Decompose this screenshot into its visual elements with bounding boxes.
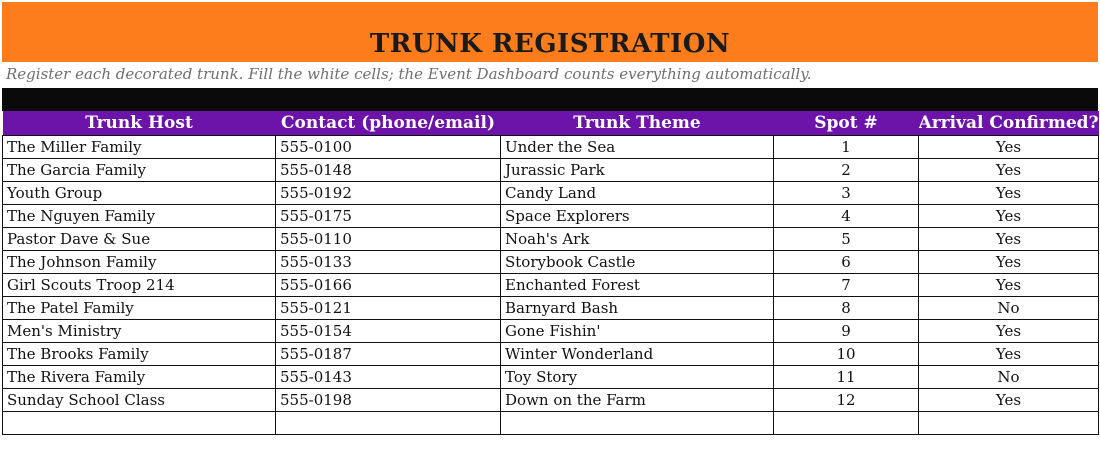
header-divider-band — [2, 88, 1098, 111]
trunk-host-cell[interactable]: Youth Group — [3, 182, 276, 205]
trunk-host-cell[interactable] — [3, 412, 276, 435]
trunk-theme-cell[interactable]: Under the Sea — [501, 136, 774, 159]
arrival-confirmed-cell[interactable]: Yes — [919, 205, 1099, 228]
column-header-trunk-host: Trunk Host — [3, 111, 276, 136]
arrival-confirmed-cell[interactable]: Yes — [919, 343, 1099, 366]
page-title: TRUNK REGISTRATION — [369, 29, 731, 59]
instructions-text: Register each decorated trunk. Fill the white cells; the Event Dashboard counts everything automatically. — [6, 65, 812, 83]
table-row — [3, 182, 1099, 205]
trunk-host-cell[interactable]: Sunday School Class — [3, 389, 276, 412]
column-header-arrival-confirmed: Arrival Confirmed? — [919, 111, 1099, 136]
arrival-confirmed-cell[interactable]: Yes — [919, 320, 1099, 343]
contact-cell[interactable]: 555-0192 — [276, 182, 501, 205]
spot-number-cell[interactable]: 4 — [774, 205, 919, 228]
table-row — [3, 320, 1099, 343]
trunk-host-cell[interactable]: The Nguyen Family — [3, 205, 276, 228]
trunk-host-cell[interactable]: Men's Ministry — [3, 320, 276, 343]
trunk-host-cell[interactable]: Girl Scouts Troop 214 — [3, 274, 276, 297]
contact-cell[interactable]: 555-0110 — [276, 228, 501, 251]
spot-number-cell[interactable]: 11 — [774, 366, 919, 389]
contact-cell[interactable]: 555-0198 — [276, 389, 501, 412]
contact-cell[interactable]: 555-0154 — [276, 320, 501, 343]
spot-number-cell[interactable]: 5 — [774, 228, 919, 251]
spot-number-cell[interactable]: 8 — [774, 297, 919, 320]
table-row — [3, 366, 1099, 389]
trunk-theme-cell[interactable]: Noah's Ark — [501, 228, 774, 251]
spot-number-cell[interactable]: 1 — [774, 136, 919, 159]
trunk-host-cell[interactable]: The Rivera Family — [3, 366, 276, 389]
trunk-theme-cell[interactable]: Winter Wonderland — [501, 343, 774, 366]
contact-cell[interactable] — [276, 412, 501, 435]
trunk-host-cell[interactable]: The Garcia Family — [3, 159, 276, 182]
arrival-confirmed-cell[interactable]: Yes — [919, 182, 1099, 205]
arrival-confirmed-cell[interactable]: No — [919, 366, 1099, 389]
arrival-confirmed-cell[interactable]: Yes — [919, 274, 1099, 297]
contact-cell[interactable]: 555-0148 — [276, 159, 501, 182]
trunk-host-cell[interactable]: Pastor Dave & Sue — [3, 228, 276, 251]
contact-cell[interactable]: 555-0121 — [276, 297, 501, 320]
spot-number-cell[interactable]: 2 — [774, 159, 919, 182]
arrival-confirmed-cell[interactable] — [919, 412, 1099, 435]
spot-number-cell[interactable]: 10 — [774, 343, 919, 366]
contact-cell[interactable]: 555-0100 — [276, 136, 501, 159]
table-row — [3, 228, 1099, 251]
arrival-confirmed-cell[interactable]: Yes — [919, 136, 1099, 159]
table-row — [3, 159, 1099, 182]
arrival-confirmed-cell[interactable]: Yes — [919, 228, 1099, 251]
column-header-contact: Contact (phone/email) — [276, 111, 501, 136]
trunk-theme-cell[interactable]: Down on the Farm — [501, 389, 774, 412]
table-body — [3, 136, 1099, 435]
table-row — [3, 136, 1099, 159]
spot-number-cell[interactable]: 7 — [774, 274, 919, 297]
trunk-theme-cell[interactable]: Barnyard Bash — [501, 297, 774, 320]
registration-table — [2, 111, 1099, 435]
trunk-host-cell[interactable]: The Johnson Family — [3, 251, 276, 274]
table-row — [3, 389, 1099, 412]
trunk-host-cell[interactable]: The Patel Family — [3, 297, 276, 320]
contact-cell[interactable]: 555-0175 — [276, 205, 501, 228]
table-row — [3, 274, 1099, 297]
arrival-confirmed-cell[interactable]: Yes — [919, 389, 1099, 412]
trunk-theme-cell[interactable]: Gone Fishin' — [501, 320, 774, 343]
spot-number-cell[interactable]: 6 — [774, 251, 919, 274]
column-header-trunk-theme: Trunk Theme — [501, 111, 774, 136]
trunk-theme-cell[interactable]: Space Explorers — [501, 205, 774, 228]
spot-number-cell[interactable] — [774, 412, 919, 435]
trunk-theme-cell[interactable]: Storybook Castle — [501, 251, 774, 274]
spot-number-cell[interactable]: 9 — [774, 320, 919, 343]
trunk-host-cell[interactable]: The Miller Family — [3, 136, 276, 159]
table-row — [3, 343, 1099, 366]
spot-number-cell[interactable]: 3 — [774, 182, 919, 205]
contact-cell[interactable]: 555-0133 — [276, 251, 501, 274]
trunk-theme-cell[interactable]: Jurassic Park — [501, 159, 774, 182]
spot-number-cell[interactable]: 12 — [774, 389, 919, 412]
trunk-host-cell[interactable]: The Brooks Family — [3, 343, 276, 366]
table-row — [3, 251, 1099, 274]
arrival-confirmed-cell[interactable]: No — [919, 297, 1099, 320]
trunk-theme-cell[interactable]: Toy Story — [501, 366, 774, 389]
contact-cell[interactable]: 555-0143 — [276, 366, 501, 389]
trunk-theme-cell[interactable]: Candy Land — [501, 182, 774, 205]
contact-cell[interactable]: 555-0187 — [276, 343, 501, 366]
table-row — [3, 412, 1099, 435]
title-banner — [2, 2, 1098, 62]
contact-cell[interactable]: 555-0166 — [276, 274, 501, 297]
trunk-theme-cell[interactable]: Enchanted Forest — [501, 274, 774, 297]
table-row — [3, 297, 1099, 320]
arrival-confirmed-cell[interactable]: Yes — [919, 251, 1099, 274]
arrival-confirmed-cell[interactable]: Yes — [919, 159, 1099, 182]
table-header-row — [3, 111, 1099, 136]
table-row — [3, 205, 1099, 228]
column-header-spot-number: Spot # — [774, 111, 919, 136]
trunk-theme-cell[interactable] — [501, 412, 774, 435]
